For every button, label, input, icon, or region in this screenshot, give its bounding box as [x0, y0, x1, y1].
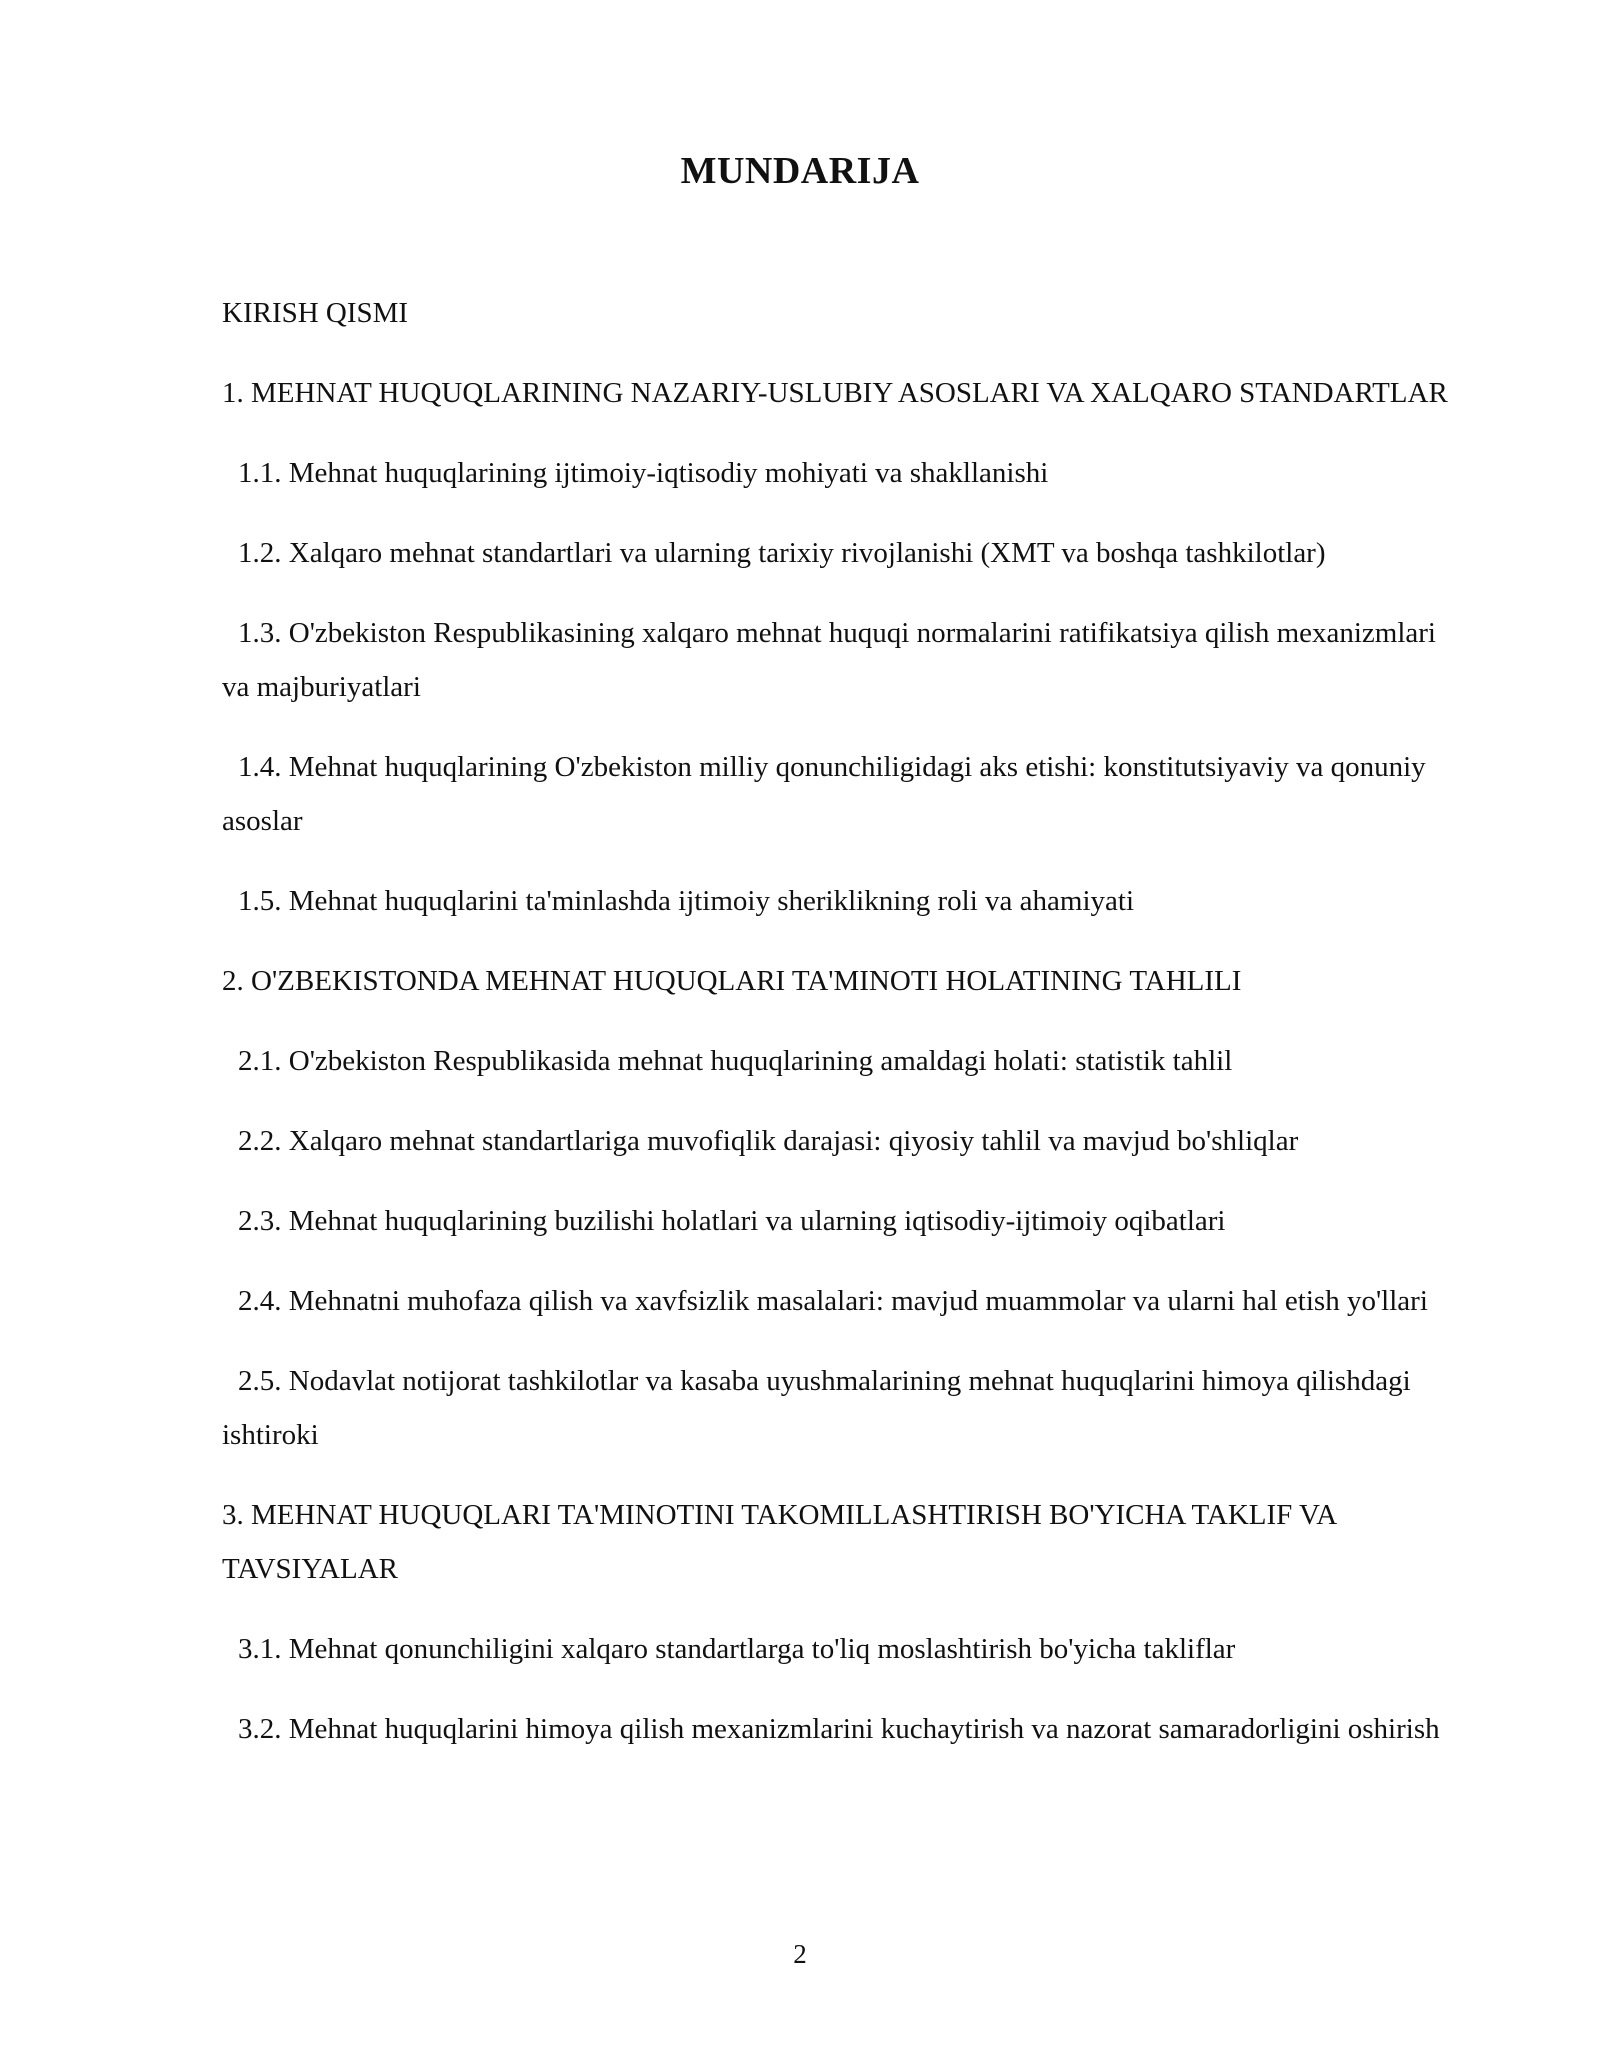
page-title: MUNDARIJA [680, 150, 920, 192]
toc-chapter-2: 2. O'ZBEKISTONDA MEHNAT HUQUQLARI TA'MINOTI HOLATINING TAHLILI [222, 965, 1242, 997]
toc-section-1-3: 1.3. O'zbekiston Respublikasining xalqaro mehnat huquqi normalarini ratifikatsiya qilish mexanizmlari va majburiyatlari [222, 617, 1436, 703]
toc-section-2-4: 2.4. Mehnatni muhofaza qilish va xavfsizlik masalalari: mavjud muammolar va ularni hal etish yo'llari [238, 1285, 1428, 1317]
table-of-contents [222, 286, 1462, 1782]
toc-section-3-1: 3.1. Mehnat qonunchiligini xalqaro standartlarga to'liq moslashtirish bo'yicha takliflar [238, 1633, 1236, 1665]
toc-section-2-1: 2.1. O'zbekiston Respublikasida mehnat huquqlarining amaldagi holati: statistik tahlil [238, 1045, 1233, 1077]
toc-chapter-3: 3. MEHNAT HUQUQLARI TA'MINOTINI TAKOMILLASHTIRISH BO'YICHA TAKLIF VA TAVSIYALAR [222, 1499, 1336, 1585]
toc-section-2-2: 2.2. Xalqaro mehnat standartlariga muvofiqlik darajasi: qiyosiy tahlil va mavjud bo'shliqlar [238, 1125, 1299, 1157]
toc-section-2-5: 2.5. Nodavlat notijorat tashkilotlar va kasaba uyushmalarining mehnat huquqlarini himoya qilishdagi ishtiroki [222, 1365, 1411, 1451]
toc-section-1-2: 1.2. Xalqaro mehnat standartlari va ularning tarixiy rivojlanishi (XMT va boshqa tashkilotlar) [238, 537, 1326, 569]
toc-section-2-3: 2.3. Mehnat huquqlarining buzilishi holatlari va ularning iqtisodiy-ijtimoiy oqibatlari [238, 1205, 1226, 1237]
toc-section-1-1: 1.1. Mehnat huquqlarining ijtimoiy-iqtisodiy mohiyati va shakllanishi [238, 457, 1049, 489]
toc-section-3-2: 3.2. Mehnat huquqlarini himoya qilish mexanizmlarini kuchaytirish va nazorat samaradorligini oshirish [238, 1713, 1440, 1745]
toc-section-1-5: 1.5. Mehnat huquqlarini ta'minlashda ijtimoiy sheriklikning roli va ahamiyati [238, 885, 1135, 917]
page-number: 2 [793, 1939, 807, 1969]
toc-chapter-1: 1. MEHNAT HUQUQLARINING NAZARIY-USLUBIY ASOSLARI VA XALQARO STANDARTLAR [222, 377, 1448, 409]
toc-entry-intro: KIRISH QISMI [222, 297, 409, 329]
toc-section-1-4: 1.4. Mehnat huquqlarining O'zbekiston milliy qonunchiligidagi aks etishi: konstitutsiyaviy va qonuniy asoslar [222, 751, 1426, 837]
